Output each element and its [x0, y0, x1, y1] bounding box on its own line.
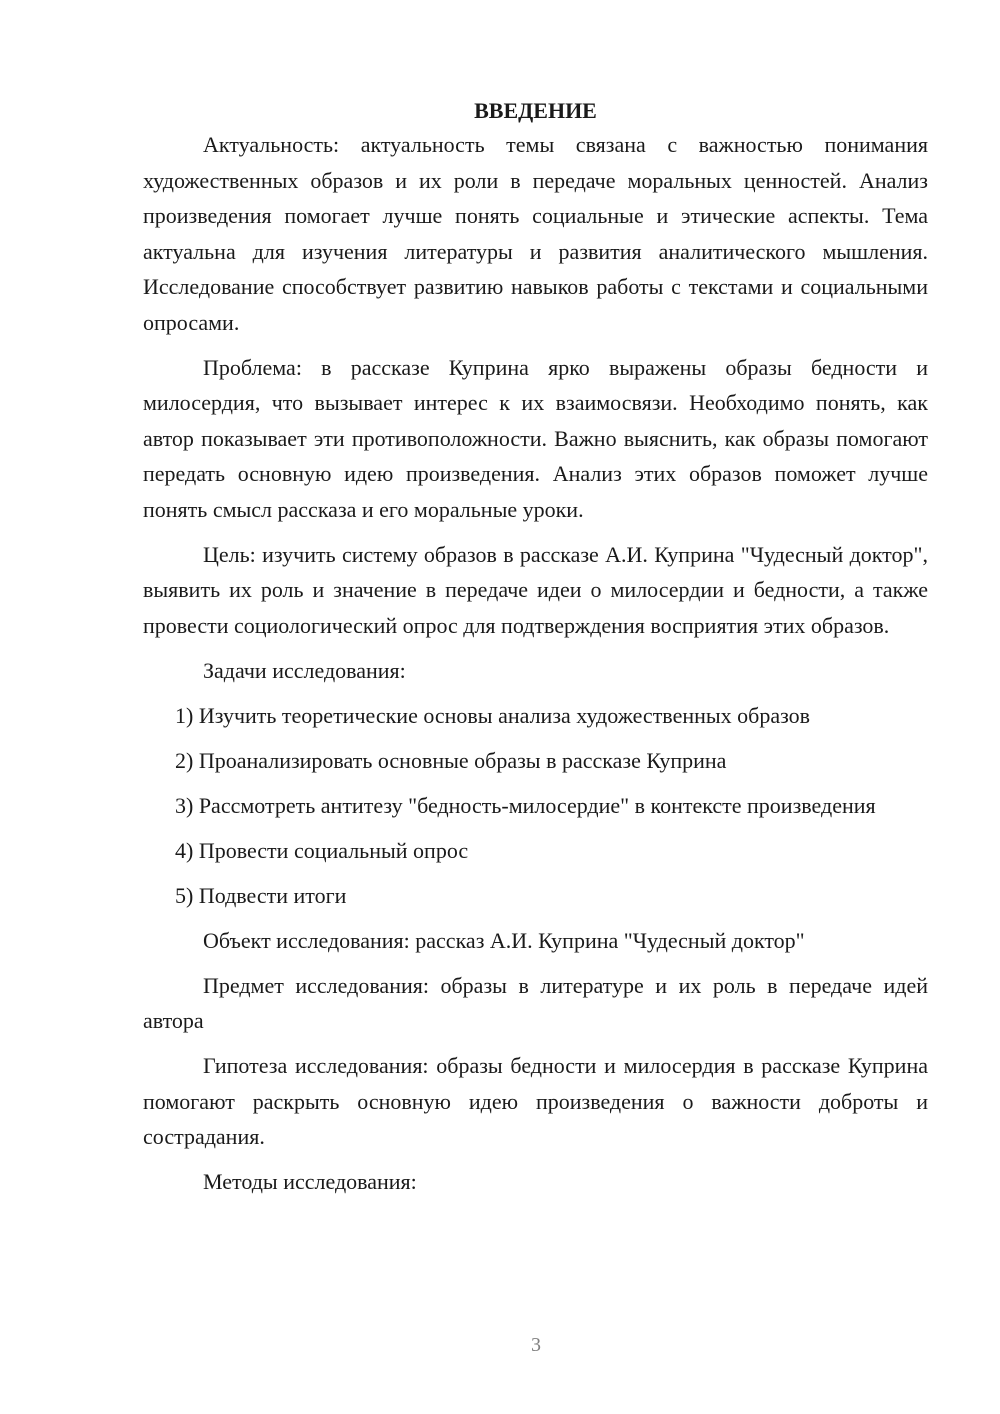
paragraph-relevance: Актуальность: актуальность темы связана с важностью понимания художественных образов и их роли в передаче моральных ценностей. Анализ произведения помогает лучше понять социальные и этические аспекты. Тема актуальна для изучения литературы и развития аналитического мышления. Исследование способствует развитию навыков работы с текстами и социальными опросами. — [143, 132, 928, 335]
paragraph-tasks-heading: Задачи исследования: — [203, 657, 406, 683]
document-page — [143, 94, 928, 1209]
paragraph-problem: Проблема: в рассказе Куприна ярко выражены образы бедности и милосердия, что вызывает интерес к их взаимосвязи. Необходимо понять, как автор показывает эти противоположности. Важно выяснить, как образы помогают передать основную идею произведения. Анализ этих образов поможет лучше понять смысл рассказа и его моральные уроки. — [143, 354, 928, 522]
task-item-1: 1) Изучить теоретические основы анализа художественных образов — [175, 702, 811, 728]
task-item-4: 4) Провести социальный опрос — [175, 837, 469, 863]
document-title: ВВЕДЕНИЕ — [474, 98, 597, 123]
task-item-3: 3) Рассмотреть антитезу "бедность-милосердие" в контексте произведения — [175, 792, 876, 818]
task-item-2: 2) Проанализировать основные образы в рассказе Куприна — [175, 747, 727, 773]
paragraph-methods: Методы исследования: — [203, 1169, 417, 1194]
paragraph-object: Объект исследования: рассказ А.И. Куприна "Чудесный доктор" — [203, 927, 805, 953]
paragraph-hypothesis: Гипотеза исследования: образы бедности и милосердия в рассказе Куприна помогают раскрыть основную идею произведения о важности доброты и сострадания. — [143, 1053, 928, 1149]
paragraph-subject: Предмет исследования: образы в литературе и их роль в передаче идей автора — [143, 972, 928, 1033]
task-item-5: 5) Подвести итоги — [175, 882, 347, 908]
page-number: 3 — [531, 1334, 541, 1356]
paragraph-goal: Цель: изучить систему образов в рассказе А.И. Куприна "Чудесный доктор", выявить их роль и значение в передаче идеи о милосердии и бедности, а также провести социологический опрос для подтверждения восприятия этих образов. — [143, 541, 928, 638]
